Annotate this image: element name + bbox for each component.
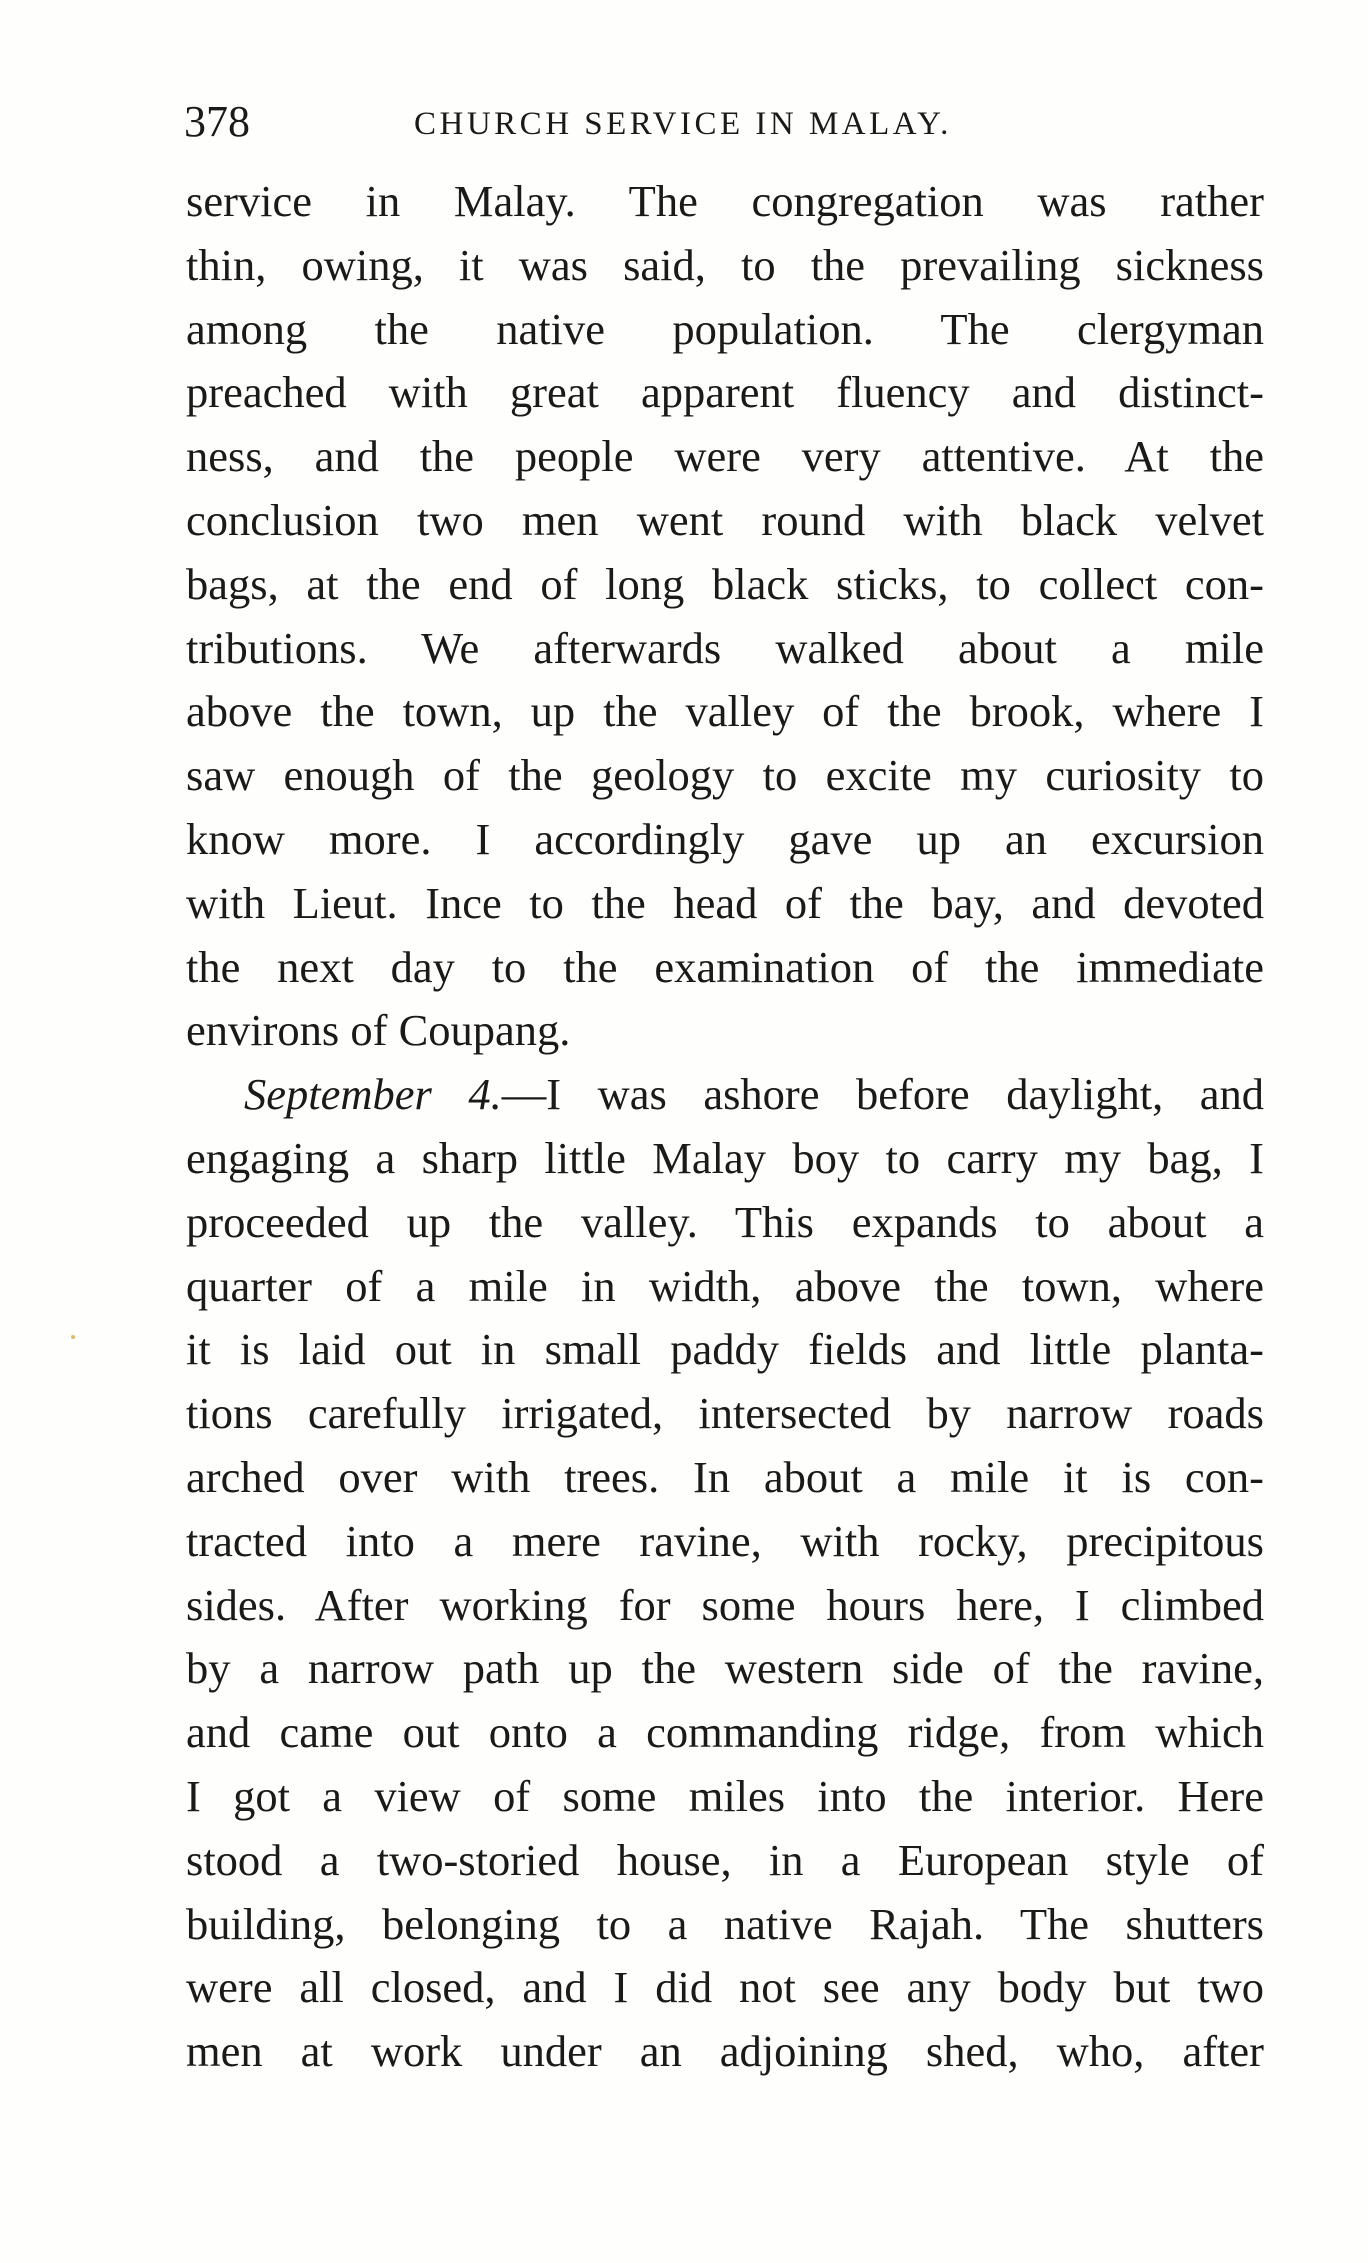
body-text <box>186 170 1264 2084</box>
text-line: tributions. We afterwards walked about a mile <box>186 622 1264 673</box>
text-line: quarter of a mile in width, above the town, where <box>186 1260 1264 1311</box>
text-line: bags, at the end of long black sticks, to collect con- <box>186 558 1264 609</box>
paper-speck <box>71 1335 75 1339</box>
text-line: environs of Coupang. <box>186 1005 571 1056</box>
paragraph-opening-line <box>186 1063 1264 1127</box>
paragraph-opening-text: —I was ashore before daylight, and <box>501 1069 1264 1120</box>
text-line: proceeded up the valley. This expands to about a <box>186 1196 1264 1247</box>
text-line: saw enough of the geology to excite my curiosity to <box>186 750 1264 801</box>
text-line: tions carefully irrigated, intersected by narrow roads <box>186 1388 1264 1439</box>
text-line: sides. After working for some hours here, I climbed <box>186 1579 1264 1630</box>
text-line: building, belonging to a native Rajah. The shutters <box>186 1898 1264 1949</box>
text-line: ness, and the people were very attentive. At the <box>186 431 1264 482</box>
text-line: arched over with trees. In about a mile it is con- <box>186 1451 1264 1502</box>
date-heading: September 4. <box>244 1069 502 1120</box>
text-line: stood a two-storied house, in a European style of <box>186 1834 1264 1885</box>
text-line: engaging a sharp little Malay boy to carry my bag, I <box>186 1132 1264 1183</box>
text-line: by a narrow path up the western side of the ravine, <box>186 1643 1264 1694</box>
text-line: and came out onto a commanding ridge, from which <box>186 1707 1264 1758</box>
text-line: among the native population. The clergyman <box>186 303 1264 354</box>
running-head <box>184 92 1264 152</box>
text-line: I got a view of some miles into the interior. Here <box>186 1770 1264 1821</box>
text-line: the next day to the examination of the immediate <box>186 941 1264 992</box>
running-title: CHURCH SERVICE IN MALAY. <box>414 106 952 142</box>
text-line: know more. I accordingly gave up an excursion <box>186 813 1264 864</box>
page-number: 378 <box>184 97 250 146</box>
text-line: were all closed, and I did not see any body but two <box>186 1962 1264 2013</box>
text-line: conclusion two men went round with black velvet <box>186 494 1264 545</box>
text-line: service in Malay. The congregation was rather <box>186 176 1264 226</box>
text-line: tracted into a mere ravine, with rocky, precipitous <box>186 1515 1264 1566</box>
text-line: with Lieut. Ince to the head of the bay, and devoted <box>186 877 1264 928</box>
text-line: above the town, up the valley of the brook, where I <box>186 686 1264 737</box>
text-line: preached with great apparent fluency and distinct- <box>186 367 1264 418</box>
text-line: thin, owing, it was said, to the prevailing sickness <box>186 239 1264 290</box>
text-line: men at work under an adjoining shed, who, after <box>186 2026 1264 2077</box>
text-line: it is laid out in small paddy fields and little planta- <box>186 1324 1264 1375</box>
